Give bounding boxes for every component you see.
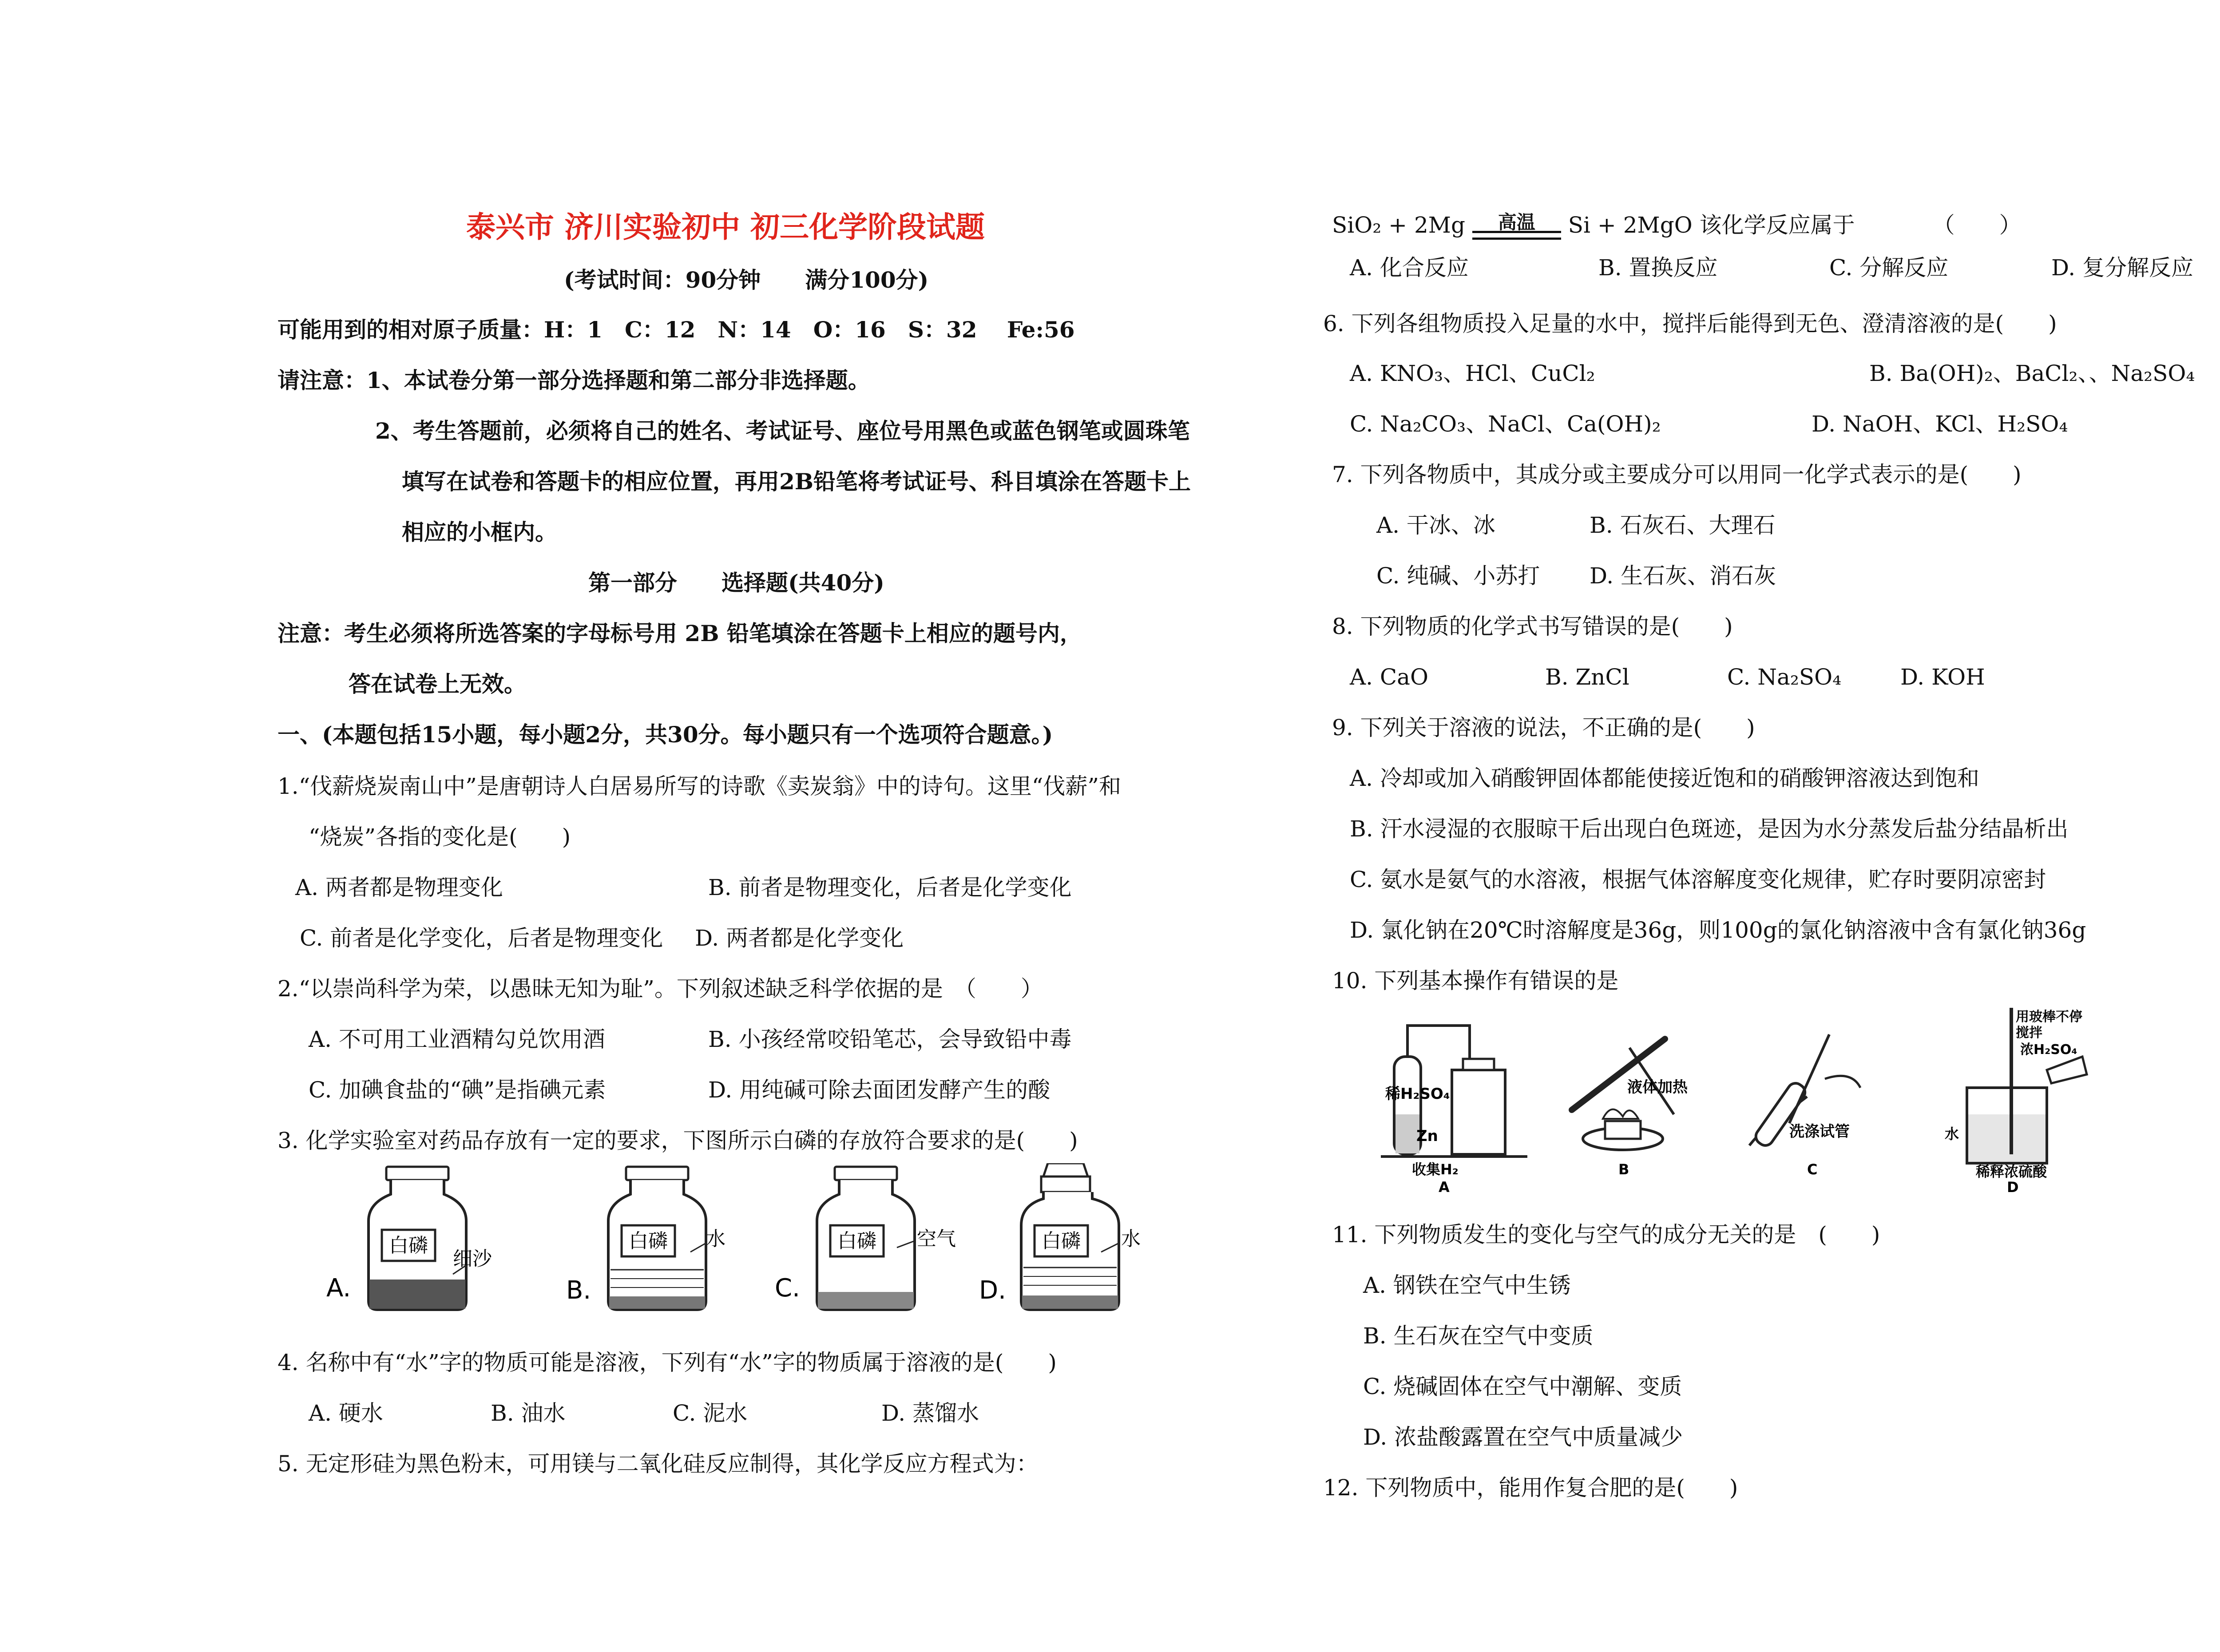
q1-stem-1: 1.“伐薪烧炭南山中”是唐朝诗人白居易所写的诗歌《卖炭翁》中的诗句。这里“伐薪”和 bbox=[278, 773, 1121, 799]
q5-eq-left: SiO₂ + 2Mg bbox=[1332, 212, 1465, 238]
bottle-a-label: 白磷 bbox=[389, 1234, 428, 1257]
bottle-a-letter: A. bbox=[326, 1274, 351, 1303]
bottle-a-medium: 细沙 bbox=[453, 1248, 492, 1270]
part1-note-2: 答在试卷上无效。 bbox=[349, 671, 526, 697]
bottle-d-medium: 水 bbox=[1121, 1228, 1141, 1250]
q11-option-d: D. 浓盐酸露置在空气中质量减少 bbox=[1363, 1424, 1683, 1450]
fig-a-caption: 收集H₂ bbox=[1412, 1161, 1459, 1178]
bottle-d-letter: D. bbox=[979, 1276, 1006, 1305]
q9-option-d: D. 氯化钠在20℃时溶解度是36g，则100g的氯化钠溶液中含有氯化钠36g bbox=[1350, 917, 2086, 943]
q1-option-b: B. 前者是物理变化，后者是化学变化 bbox=[708, 875, 1072, 900]
q7-option-c: C. 纯碱、小苏打 bbox=[1376, 563, 1540, 589]
q6-option-d: D. NaOH、KCl、H₂SO₄ bbox=[1812, 411, 2068, 437]
q9-stem: 9. 下列关于溶液的说法，不正确的是( ) bbox=[1332, 715, 1755, 741]
fig-b-letter: B bbox=[1618, 1161, 1629, 1178]
q5-option-d: D. 复分解反应 bbox=[2051, 255, 2194, 281]
notice-line-3: 填写在试卷和答题卡的相应位置，再用2B铅笔将考试证号、科目填涂在答题卡上 bbox=[402, 468, 1191, 495]
q1-option-d: D. 两者都是化学变化 bbox=[695, 925, 904, 951]
bottle-a bbox=[326, 1167, 493, 1310]
q8-option-a: A. CaO bbox=[1350, 664, 1428, 690]
q5-stem: 5. 无定形硅为黑色粉末，可用镁与二氧化硅反应制得，其化学反应方程式为： bbox=[278, 1451, 1039, 1477]
notice-line-2: 2、考生答题前，必须将自己的姓名、考试证号、座位号用黑色或蓝色钢笔或圆珠笔 bbox=[375, 418, 1190, 444]
q2-stem: 2.“以崇尚科学为荣，以愚昧无知为耻”。下列叙述缺乏科学依据的是 （ ） bbox=[278, 976, 1043, 1002]
fig-a-letter: A bbox=[1439, 1179, 1450, 1194]
q9-option-c: C. 氨水是氨气的水溶液，根据气体溶解度变化规律，贮存时要阴凉密封 bbox=[1350, 867, 2046, 892]
fig-d-dilution bbox=[1945, 1008, 2087, 1194]
fig-c-tube-washing bbox=[1749, 1034, 1860, 1178]
q9-option-a: A. 冷却或加入硝酸钾固体都能使接近饱和的硝酸钾溶液达到饱和 bbox=[1350, 765, 1979, 791]
bottle-b bbox=[566, 1167, 725, 1310]
q5-option-b: B. 置换反应 bbox=[1598, 255, 1718, 281]
q5-option-c: C. 分解反应 bbox=[1829, 255, 1949, 281]
fig-a-zn-label: Zn bbox=[1416, 1127, 1438, 1145]
fig-c-letter: C bbox=[1807, 1161, 1818, 1178]
part1-heading: 第一部分 选择题(共40分) bbox=[588, 570, 884, 596]
q2-option-c: C. 加碘食盐的“碘”是指碘元素 bbox=[309, 1077, 606, 1103]
q8-option-d: D. KOH bbox=[1900, 664, 1985, 690]
q9-option-b: B. 汗水浸湿的衣服晾干后出现白色斑迹，是因为水分蒸发后盐分结晶析出 bbox=[1350, 816, 2069, 842]
bottle-b-letter: B. bbox=[566, 1276, 591, 1305]
q8-option-c: C. Na₂SO₄ bbox=[1727, 664, 1842, 690]
part1-note-1: 注意：考生必须将所选答案的字母标号用 2B 铅笔填涂在答题卡上相应的题号内， bbox=[278, 620, 1082, 646]
q6-option-c: C. Na₂CO₃、NaCl、Ca(OH)₂ bbox=[1350, 411, 1661, 437]
fig-c-caption: 洗涤试管 bbox=[1789, 1123, 1850, 1141]
q12-stem: 12. 下列物质中，能用作复合肥的是( ) bbox=[1323, 1475, 1738, 1501]
reaction-condition: 高温 bbox=[1498, 211, 1535, 233]
fig-b-caption: 液体加热 bbox=[1627, 1078, 1688, 1096]
q11-option-c: C. 烧碱固体在空气中潮解、变质 bbox=[1363, 1374, 1682, 1399]
q1-option-a: A. 两者都是物理变化 bbox=[295, 875, 503, 900]
q4-stem: 4. 名称中有“水”字的物质可能是溶液，下列有“水”字的物质属于溶液的是( ) bbox=[278, 1350, 1057, 1375]
bottle-c-label: 白磷 bbox=[837, 1230, 876, 1252]
q5-eq-right: Si + 2MgO 该化学反应属于 （ ） bbox=[1568, 212, 2022, 238]
q6-option-b: B. Ba(OH)₂、BaCl₂、、Na₂SO₄ bbox=[1869, 361, 2195, 386]
bottle-b-label: 白磷 bbox=[629, 1230, 668, 1252]
q6-option-a: A. KNO₃、HCl、CuCl₂ bbox=[1350, 361, 1595, 386]
fig-d-note-1: 用玻棒不停 bbox=[2016, 1009, 2082, 1025]
q8-option-b: B. ZnCl bbox=[1545, 664, 1629, 690]
section1-heading: 一、(本题包括15小题，每小题2分，共30分。每小题只有一个选项符合题意。) bbox=[278, 721, 1053, 748]
bottle-b-medium: 水 bbox=[706, 1228, 725, 1250]
q6-stem: 6. 下列各组物质投入足量的水中，搅拌后能得到无色、澄清溶液的是( ) bbox=[1323, 311, 2057, 337]
reaction-arrow bbox=[1472, 211, 1561, 240]
fig-d-acid-label: 浓H₂SO₄ bbox=[2020, 1042, 2077, 1058]
q5-option-a: A. 化合反应 bbox=[1350, 255, 1469, 281]
q8-stem: 8. 下列物质的化学式书写错误的是( ) bbox=[1332, 614, 1733, 639]
q2-option-a: A. 不可用工业酒精勾兑饮用酒 bbox=[309, 1026, 605, 1052]
fig-a-acid-label: 稀H₂SO₄ bbox=[1385, 1085, 1450, 1103]
bottle-d-label: 白磷 bbox=[1042, 1230, 1081, 1252]
exam-info: (考试时间：90分钟 满分100分) bbox=[564, 267, 929, 293]
page-title: 泰兴市 济川实验初中 初三化学阶段试题 bbox=[466, 210, 985, 244]
q7-option-b: B. 石灰石、大理石 bbox=[1590, 512, 1776, 538]
q4-option-d: D. 蒸馏水 bbox=[881, 1400, 979, 1426]
q2-option-d: D. 用纯碱可除去面团发酵产生的酸 bbox=[708, 1077, 1051, 1103]
bottle-c-medium: 空气 bbox=[917, 1228, 956, 1250]
q11-option-a: A. 钢铁在空气中生锈 bbox=[1363, 1272, 1571, 1298]
q4-option-a: A. 硬水 bbox=[309, 1400, 383, 1426]
q11-stem: 11. 下列物质发生的变化与空气的成分无关的是 ( ) bbox=[1332, 1222, 1880, 1248]
fig-b-liquid-heating bbox=[1572, 1039, 1688, 1178]
fig-a-gas-collection bbox=[1381, 1026, 1527, 1194]
q7-stem: 7. 下列各物质中，其成分或主要成分可以用同一化学式表示的是( ) bbox=[1332, 462, 2022, 487]
bottle-d bbox=[979, 1163, 1141, 1310]
q5-equation bbox=[1332, 210, 2022, 240]
q1-stem-2: “烧炭”各指的变化是( ) bbox=[309, 824, 571, 850]
q11-option-b: B. 生石灰在空气中变质 bbox=[1363, 1323, 1594, 1349]
q7-option-a: A. 干冰、冰 bbox=[1376, 512, 1495, 538]
fig-d-note-2: 搅拌 bbox=[2016, 1025, 2042, 1041]
q4-option-c: C. 泥水 bbox=[673, 1400, 748, 1426]
fig-d-letter: D bbox=[2007, 1179, 2019, 1194]
q1-option-c: C. 前者是化学变化，后者是物理变化 bbox=[300, 925, 663, 951]
bottle-c bbox=[775, 1167, 956, 1310]
q3-bottles-figure bbox=[320, 1163, 1199, 1332]
fig-d-caption: 稀释浓硫酸 bbox=[1976, 1163, 2047, 1180]
bottle-c-letter: C. bbox=[775, 1274, 800, 1303]
q10-operations-figure bbox=[1381, 1008, 2136, 1194]
fig-d-water-label: 水 bbox=[1945, 1125, 1959, 1142]
q7-option-d: D. 生石灰、消石灰 bbox=[1590, 563, 1776, 589]
q3-stem: 3. 化学实验室对药品存放有一定的要求，下图所示白磷的存放符合要求的是( ) bbox=[278, 1128, 1078, 1153]
q4-option-b: B. 油水 bbox=[491, 1400, 566, 1426]
notice-line-4: 相应的小框内。 bbox=[402, 519, 557, 545]
atomic-masses: 可能用到的相对原子质量：H：1 C：12 N：14 O：16 S：32 Fe:56 bbox=[278, 317, 1075, 343]
notice-line-1: 请注意：1、本试卷分第一部分选择题和第二部分非选择题。 bbox=[278, 367, 870, 393]
q10-stem: 10. 下列基本操作有错误的是 bbox=[1332, 968, 1619, 994]
q2-option-b: B. 小孩经常咬铅笔芯，会导致铅中毒 bbox=[708, 1026, 1072, 1052]
